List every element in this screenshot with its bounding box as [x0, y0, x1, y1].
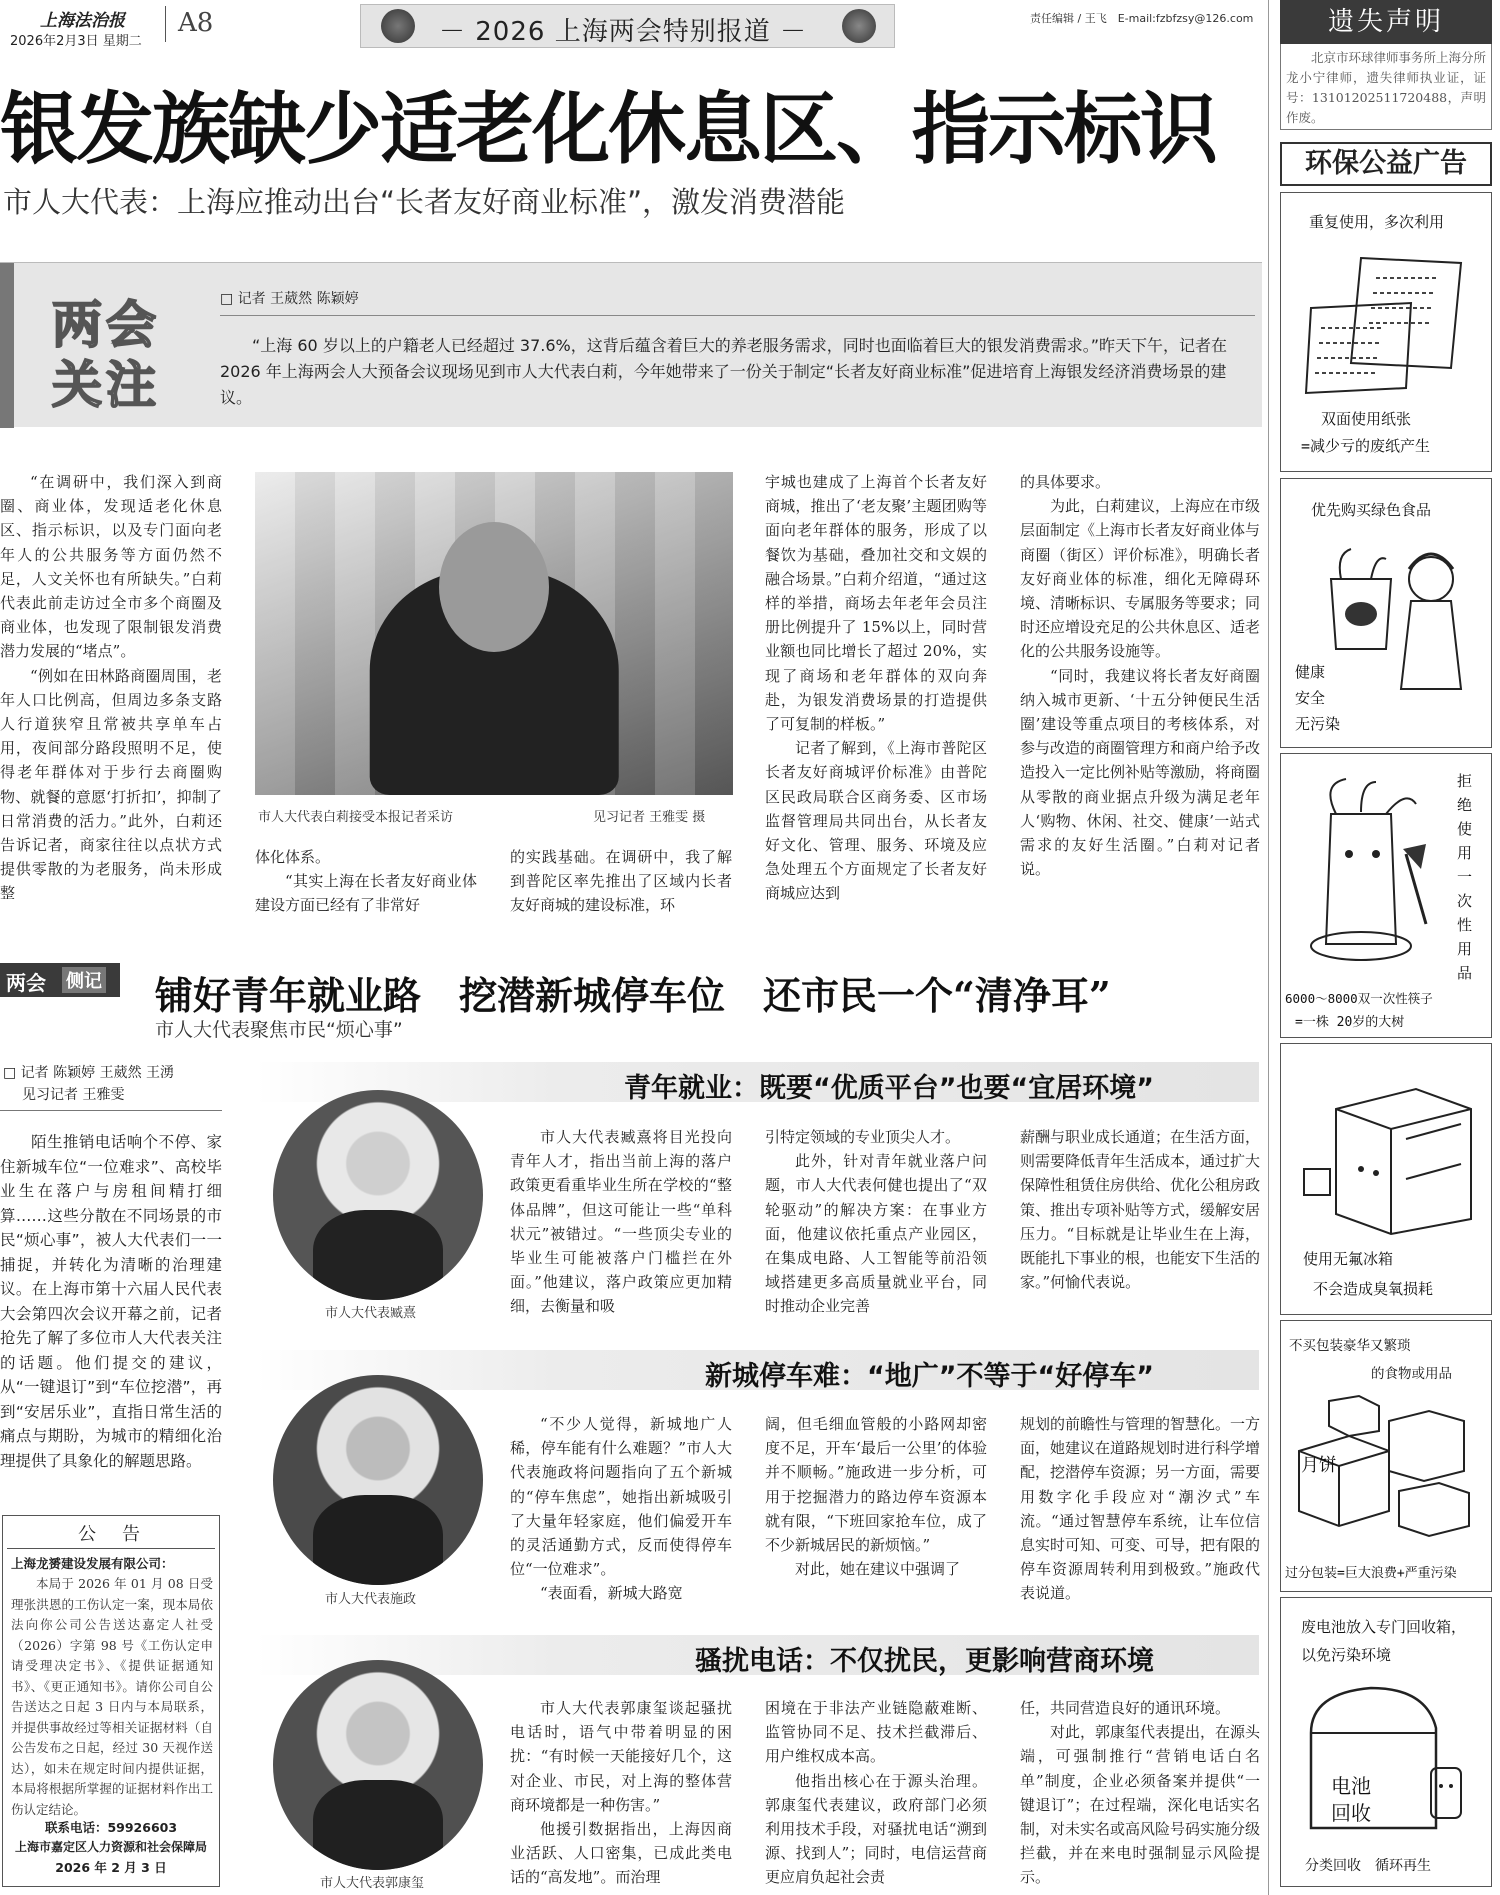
paper-logo: 上海法治报	[40, 11, 125, 31]
a1-photo-credit: 见习记者 王雅雯 摄	[593, 810, 706, 825]
notice-title: 公 告	[78, 1524, 144, 1545]
eco-ad-panel-chopsticks	[1280, 753, 1492, 1038]
eco-ad-3-vert-8: 用	[1457, 940, 1473, 958]
eco-ad-panel-packaging	[1280, 1320, 1492, 1592]
eco-ad-3-line-1: 6000～8000双一次性筷子	[1285, 991, 1433, 1006]
eco-ad-5-line-2: 的食物或用品	[1371, 1366, 1452, 1382]
lost-notice-box	[1280, 0, 1492, 130]
s1-para-1: 市人大代表臧熹将目光投向青年人才，指出当前上海的落户政策更看重毕业生所在学校的“整体品牌”，但这可能让一些“单科状元”被错过。“一些顶尖专业的毕业生可能被落户门槛拦在外面。”他建议，落户政策应更加精细，去衡量和吸	[510, 1128, 732, 1315]
eco-ad-panel-paper	[1280, 192, 1492, 472]
a1-para-4: “其实上海在长者友好商业体建设方面已经有了非常好	[255, 872, 477, 915]
sidebar-divider	[1268, 0, 1269, 1895]
eco-ad-3-vert-3: 使	[1457, 820, 1473, 838]
eco-ad-3-vert-9: 品	[1457, 964, 1473, 982]
eco-ad-5-line-1: 不买包装豪华又繁琐	[1289, 1338, 1411, 1354]
s2-portrait-body	[313, 1495, 443, 1585]
a1-para-5: 的实践基础。在调研中，我了解到普陀区率先推出了区域内长者友好商城的建设标准，环	[510, 848, 732, 915]
notice-body: 本局于 2026 年 01 月 08 日受理张洪恩的工伤认定一案，现本局依法向你公司公告送达嘉定人社受（2026）字第 98 号《工伤认定申请受理决定书》、《提供证据通知书》、《更正通知书》。请你公司自公告送达之日起 3 日内与本局联系，并提供事故经过等相关证据材料（自公告发布之日起，经过 30 天视作送达），如未在规定时间内提供证据，本局将根据所掌握的证据材料作出工伤认定结论。	[11, 1576, 213, 1817]
a2-badge-part2: 侧记	[62, 967, 106, 993]
eco-ad-3-vert-5: 一	[1457, 868, 1473, 886]
eco-ad-6-bin-label-1: 电池	[1331, 1774, 1371, 1798]
eco-ad-panel-battery	[1280, 1597, 1492, 1887]
s3-para-6: 对此，郭康玺代表提出，在源头端，可强制推行“营销电话白名单”制度，企业必须备案并提供“一键退订”；在过程端，深化电话实名制，对未实名或高风险号码实施分级拦截，并在来电时强制显示风险提示。	[1020, 1723, 1260, 1887]
a1-para-3: 体化体系。	[255, 848, 331, 866]
girl-with-groceries-icon	[1301, 539, 1481, 709]
tree-stump-axe-icon	[1291, 774, 1441, 974]
national-emblem-icon	[381, 9, 415, 43]
focus-badge-line1: 两会	[52, 296, 160, 354]
special-report-banner	[360, 4, 895, 48]
eco-ad-panel-fridge	[1280, 1043, 1492, 1315]
s3-para-4: 他指出核心在于源头治理。郭康玺代表建议，政府部门必须利用技术手段，对骚扰电话“溯到源、找到人”；同时，电信运营商更应肩负起社会责	[765, 1771, 987, 1887]
s3-column-1	[510, 1696, 732, 1891]
eco-ad-2-line-3: 安全	[1295, 689, 1326, 707]
a1-column-3	[510, 845, 732, 915]
a1-column-2	[255, 845, 477, 915]
issue-date: 2026年2月3日 星期二	[10, 34, 142, 49]
s1-column-1	[510, 1125, 732, 1315]
page-divider	[165, 6, 166, 42]
s1-column-2	[765, 1125, 987, 1315]
fridge-icon	[1296, 1069, 1481, 1239]
focus-byline-rule	[220, 315, 1255, 316]
a1-column-4	[765, 470, 987, 915]
banner-text: － 2026 上海两会特别报道 －	[439, 17, 807, 47]
notice-title-rule	[7, 1548, 215, 1549]
s3-portrait-body	[313, 1780, 443, 1870]
a2-badge-part1: 两会	[6, 971, 46, 995]
a2-subtitle: 市人大代表聚焦市民“烦心事”	[155, 1019, 403, 1041]
eco-ad-6-line-2: 以免污染环境	[1301, 1646, 1392, 1664]
notice-box	[2, 1515, 220, 1887]
masthead	[0, 0, 1265, 50]
a2-intro-text: 陌生推销电话响个不停、家住新城车位“一位难求”、高校毕业生在落户与房租间精打细算……这些分散在不同场景的市民“烦心事”，被人大代表们一一捕捉，并转化为清晰的治理建议。在上海市第十六届人民代表大会第四次会议开幕之前，记者抢先了解了多位市人大代表关注的话题。他们提交的建议，从“一键退订”到“车位挖潜”，再到“安居乐业”，直指日常生活的痛点与期盼，为城市的精细化治理提供了具象化的解题思路。	[0, 1133, 222, 1470]
paper-stack-icon	[1291, 248, 1481, 398]
eco-ad-1-line-2: 双面使用纸张	[1321, 410, 1412, 428]
eco-ad-2-line-4: 无污染	[1295, 715, 1341, 733]
notice-phone: 联系电话：59926603	[44, 1820, 178, 1835]
s3-column-3	[1020, 1696, 1260, 1891]
sub-headline: 市人大代表：上海应推动出台“长者友好商业标准”，激发消费潜能	[3, 185, 846, 219]
s1-portrait-body	[313, 1210, 443, 1300]
a1-para-2: “例如在田林路商圈周围，老年人口比例高，但周边多条支路人行道狭窄且常被共享单车占用，夜间部分路段照明不足，使得老年群体对于步行去商圈购物、就餐的意愿‘打折扣’，抑制了日常消费的活力。”此外，白莉还告诉记者，商家往往以点状方式提供零散的为老服务，尚未形成整	[0, 666, 222, 903]
s2-column-2	[765, 1412, 987, 1602]
a2-byline-2: 见习记者 王雅雯	[22, 1087, 125, 1103]
eco-ad-6-bin-label-2: 回收	[1331, 1801, 1371, 1825]
s2-para-1: “不少人觉得，新城地广人稀，停车能有什么难题？”市人大代表施政将问题指向了五个新城的“停车焦虑”，她指出新城吸引了大量年轻家庭，他们偏爱开车的灵活通勤方式，反而使得停车位“一位难求”。	[510, 1415, 732, 1579]
s1-para-2: 引特定领域的专业顶尖人才。	[765, 1128, 961, 1146]
eco-ad-panel-food	[1280, 478, 1492, 748]
s3-title: 骚扰电话：不仅扰民，更影响营商环境	[695, 1646, 1154, 1677]
a1-para-7: 记者了解到，《上海市普陀区长者友好商城评价标准》由普陀区民政局联合区商务委、区市场监督管理局共同出台，从长者友好文化、管理、服务、环境及应急处理五个方面规定了长者友好商城应达到	[765, 739, 987, 903]
s2-portrait-caption: 市人大代表施政	[325, 1592, 417, 1607]
a1-photo-caption: 市人大代表白莉接受本报记者采访	[258, 810, 454, 825]
eco-ad-6-line-3: 分类回收 循环再生	[1305, 1858, 1431, 1874]
s1-para-3: 此外，针对青年就业落户问题，市人大代表何健也提出了“双轮驱动”的解决方案：在事业方面，他建议依托重点产业园区，在集成电路、人工智能等前沿领域搭建更多高质量就业平台，同时推动企业完善	[765, 1152, 987, 1315]
s3-para-3: 困境在于非法产业链隐蔽难断、监管协同不足、技术拦截滞后、用户维权成本高。	[765, 1699, 987, 1766]
notice-issuer: 上海市嘉定区人力资源和社会保障局	[14, 1840, 207, 1854]
a1-para-10: “同时，我建议将长者友好商圈纳入城市更新、‘十五分钟便民生活圈’建设等重点项目的考核体系，对参与改造的商圈管理方和商户给予改造投入一定比例补贴等激励，将商圈从零散的商业据点升级为满足老年人‘购物、休闲、社交、健康’一站式需求的友好生活圈。”白莉对记者说。	[1020, 666, 1260, 879]
eco-ad-2-line-1: 优先购买绿色食品	[1311, 501, 1432, 519]
lost-notice-title: 遗失声明	[1280, 0, 1492, 44]
s2-para-2: “表面看，新城大路宽	[540, 1584, 683, 1602]
a2-byline-1: □ 记者 陈颖婷 王葳然 王湧	[3, 1065, 175, 1081]
s1-title: 青年就业：既要“优质平台”也要“宜居环境”	[624, 1073, 1154, 1104]
eco-ad-2-line-2: 健康	[1295, 663, 1326, 681]
eco-ad-6-line-1: 废电池放入专门回收箱，	[1301, 1618, 1467, 1636]
s1-column-3	[1020, 1125, 1260, 1315]
a2-intro	[0, 1130, 222, 1490]
s2-para-3: 阔，但毛细血管般的小路网却密度不足，开车‘最后一公里’的体验并不顺畅。”施政进一步分析，可用于挖掘潜力的路边停车资源本就有限，“下班回家抢车位，成了不少新城居民的新烦恼。”	[765, 1415, 987, 1555]
eco-ad-3-vert-6: 次	[1457, 892, 1473, 910]
eco-ad-3-vert-7: 性	[1457, 916, 1473, 934]
eco-ad-3-vert-2: 绝	[1457, 796, 1473, 814]
a1-para-8: 的具体要求。	[1020, 473, 1111, 491]
s2-title: 新城停车难：“地广”不等于“好停车”	[705, 1361, 1154, 1392]
notice-recipient: 上海龙赟建设发展有限公司：	[11, 1556, 174, 1571]
notice-date: 2026 年 2 月 3 日	[55, 1860, 167, 1875]
battery-bin-icon	[1291, 1678, 1481, 1843]
editor-info: 责任编辑 / 王飞 E-mail:fzbfzsy@126.com	[1030, 12, 1254, 25]
s2-column-3	[1020, 1412, 1260, 1602]
focus-byline: □ 记者 王葳然 陈颖婷	[220, 291, 359, 307]
eco-ad-3-line-2: =一株 20岁的大树	[1295, 1015, 1405, 1030]
s3-portrait	[273, 1660, 483, 1870]
s1-portrait-caption: 市人大代表臧熹	[325, 1306, 417, 1321]
s2-para-4: 对此，她在建议中强调了	[795, 1560, 961, 1579]
focus-lead: “上海 60 岁以上的户籍老人已经超过 37.6%，这背后蕴含着巨大的养老服务需求，同时也面临着巨大的银发消费需求。”昨天下午，记者在 2026 年上海两会人大预备会议现场见到市人大代表白莉，今年她带来了一份关于制定“长者友好商业标准”促进培育上海银发经济消费场景的建议。	[220, 336, 1228, 407]
s1-para-4: 薪酬与职业成长通道；在生活方面，则需要降低青年生活成本，通过扩大保障性租赁住房供给、优化公租房政策、推出专项补贴等方式，缓解安居压力。“目标就是让毕业生在上海，既能扎下事业的根，也能安下生活的家。”何愉代表说。	[1020, 1128, 1260, 1292]
eco-ad-5-box-label: 月饼	[1301, 1455, 1337, 1476]
s3-para-2: 他援引数据指出，上海因商业活跃、人口密集，已成此类电话的“高发地”。而治理	[510, 1820, 732, 1887]
main-headline: 银发族缺少适老化休息区、指示标识	[0, 84, 1217, 175]
eco-ad-title: 环保公益广告	[1280, 142, 1492, 186]
s2-column-1	[510, 1412, 732, 1602]
focus-box	[0, 262, 1262, 427]
a1-column-1	[0, 470, 222, 910]
a1-para-6: 宇城也建成了上海首个长者友好商城，推出了‘老友聚’主题团购等面向老年群体的服务，形成了以餐饮为基础，叠加社交和文娱的融合场景。”白莉介绍道，“通过这样的举措，商场去年老年会员注册比例提升了 15%以上，同时营业额也同比增长了超过 20%，实现了商场和老年群体的双向奔赴，为银发消费场景的打造提供了可复制的样板。”	[765, 473, 987, 734]
s2-portrait	[273, 1375, 483, 1585]
s2-para-5: 规划的前瞻性与管理的智慧化。一方面，她建议在道路规划时进行科学增配，挖潜停车资源；另一方面，需要用数字化手段应对“潮汐式”车流。“通过智慧停车系统，让车位信息实时可知、可变、可导，把有限的停车资源周转利用到极致。”施政代表说道。	[1020, 1415, 1260, 1602]
person-head	[439, 522, 549, 652]
a1-photo	[255, 472, 733, 795]
focus-box-edge	[0, 263, 14, 428]
eco-ad-3-vert-1: 拒	[1457, 772, 1473, 790]
lost-notice-body: 北京市环球律师事务所上海分所龙小宁律师，遗失律师执业证，证号：13101202511720488，声明作废。	[1286, 50, 1487, 125]
focus-badge-line2: 关注	[52, 356, 160, 414]
eco-ad-4-line-1: 使用无氟冰箱	[1303, 1250, 1394, 1268]
a2-byline-rule	[0, 1110, 222, 1111]
eco-ad-4-line-2: 不会造成臭氧损耗	[1313, 1280, 1434, 1298]
a1-para-1: “在调研中，我们深入到商圈、商业体，发现适老化休息区、指示标识，以及专门面向老年人的公共服务等方面仍然不足，人文关怀也有所缺失。”白莉代表此前走访过全市多个商圈及商业体，也发现了限制银发消费潜力发展的“堵点”。	[0, 473, 222, 661]
eco-ad-3-vert-4: 用	[1457, 844, 1473, 862]
eco-ad-1-line-3: =减少亏的废纸产生	[1301, 437, 1431, 455]
s3-para-5: 任，共同营造良好的通讯环境。	[1020, 1699, 1231, 1717]
s3-para-1: 市人大代表郭康玺谈起骚扰电话时，语气中带着明显的困扰：“有时候一天能接好几个，这对企业、市民，对上海的整体营商环境都是一种伤害。”	[510, 1699, 732, 1814]
eco-ad-1-line-1: 重复使用，多次利用	[1309, 213, 1445, 231]
s3-column-2	[765, 1696, 987, 1891]
eco-ad-5-line-3: 过分包装=巨大浪费+严重污染	[1285, 1566, 1457, 1581]
s1-portrait	[273, 1090, 483, 1300]
s3-portrait-caption: 市人大代表郭康玺	[320, 1876, 425, 1891]
a1-para-9: 为此，白莉建议，上海应在市级层面制定《上海市长者友好商业体与商圈（街区）评价标准》，明确长者友好商业体的标准，细化无障碍环境、清晰标识、专属服务等要求；同时还应增设充足的公共休息区、适老化的公共服务设施等。	[1020, 497, 1260, 661]
a2-badge	[0, 963, 120, 997]
a1-column-5	[1020, 470, 1260, 915]
page-number: A8	[178, 8, 214, 38]
a2-title: 铺好青年就业路 挖潜新城停车位 还市民一个“清净耳”	[155, 973, 1111, 1018]
court-emblem-icon	[842, 9, 876, 43]
